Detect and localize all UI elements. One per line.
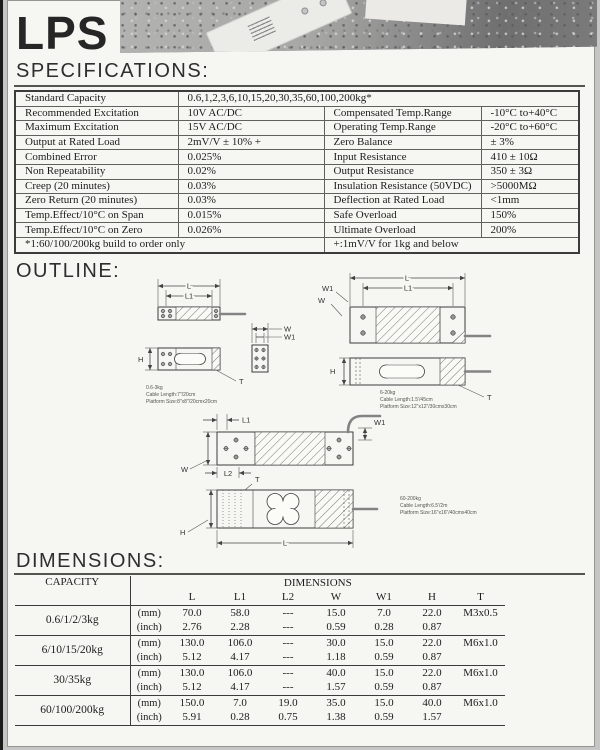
scan-edge-strip	[0, 0, 3, 750]
dim-label-t: T	[487, 393, 492, 402]
table-cell: 22.0	[408, 666, 456, 681]
table-cell: 10V AC/DC	[178, 106, 324, 121]
drawing-caption-platform: Platform Size:8"x8"/20cmx20cm	[146, 399, 218, 405]
table-cell	[456, 621, 505, 636]
dim-label-w: W	[318, 296, 326, 305]
table-cell: 35.0	[312, 696, 360, 711]
table-cell: ---	[264, 606, 312, 621]
table-cell: 22.0	[408, 606, 456, 621]
dim-label-w1: W1	[322, 284, 334, 293]
table-cell: 2.76	[182, 621, 202, 634]
product-photo	[120, 0, 597, 53]
specifications-table-body	[15, 91, 579, 253]
table-cell: M6x1.0	[456, 696, 505, 711]
table-cell: >5000MΩ	[481, 179, 579, 194]
table-cell: *1:60/100/200kg build to order only	[15, 237, 324, 252]
table-row	[15, 636, 505, 651]
drawing-caption-range: 60-200kg	[400, 496, 421, 502]
table-row	[15, 121, 579, 136]
drawing-caption-cable: Cable Length:1.5'/45cm	[380, 397, 433, 403]
table-cell: Ultimate Overload	[324, 223, 481, 238]
table-cell: 0.025%	[178, 150, 324, 165]
table-cell: Combined Error	[15, 150, 178, 165]
specifications-table	[14, 90, 580, 254]
table-cell: 150.0	[168, 696, 216, 711]
table-cell: 30.0	[312, 636, 360, 651]
table-cell: 6/10/15/20kg	[15, 636, 130, 666]
table-row	[15, 237, 579, 252]
table-cell: 0.6,1,2,3,6,10,15,20,30,35,60,100,200kg*	[178, 91, 579, 106]
table-cell: (mm)	[130, 636, 168, 651]
table-cell	[456, 651, 505, 666]
table-cell: Output at Rated Load	[15, 135, 178, 150]
specifications-underline	[14, 85, 585, 87]
screw-dot	[318, 0, 327, 7]
table-cell: 15.0	[360, 666, 408, 681]
table-cell: 15.0	[360, 636, 408, 651]
table-cell: L	[188, 591, 196, 604]
table-cell: W1	[376, 591, 392, 604]
dim-label-t: T	[239, 377, 244, 386]
table-row	[15, 135, 579, 150]
table-cell: 0.03%	[178, 194, 324, 209]
table-cell: T	[477, 591, 484, 604]
drawing-caption-range: 0.6-3kg	[146, 385, 163, 391]
dimensions-table	[15, 576, 505, 726]
drawing-caption-cable: Cable Length:6.5'/2m	[400, 503, 448, 509]
photo-white-block	[365, 0, 467, 25]
table-row	[15, 106, 579, 121]
table-cell: Recommended Excitation	[15, 106, 178, 121]
table-cell: L2	[281, 591, 295, 604]
table-cell	[130, 591, 168, 606]
table-cell: 0.015%	[178, 208, 324, 223]
table-cell: 15.0	[312, 606, 360, 621]
table-cell: 150%	[481, 208, 579, 223]
table-cell: 60/100/200kg	[15, 696, 130, 726]
table-cell: L1	[233, 591, 247, 604]
dim-label-h: H	[138, 355, 144, 364]
dim-label-l1: L1	[242, 415, 251, 425]
table-cell: 7.0	[216, 696, 264, 711]
table-cell: Input Resistance	[324, 150, 481, 165]
table-cell: 350 ± 3Ω	[481, 164, 579, 179]
drawing-caption-platform: Platform Size:12"x12"/30cmx30cm	[380, 404, 457, 410]
table-cell: W	[330, 591, 342, 604]
table-cell: 0.28	[230, 711, 250, 724]
table-cell: 1.57	[326, 681, 346, 694]
dimensions-underline	[14, 573, 585, 575]
table-cell: (inch)	[136, 712, 162, 724]
table-cell: Safe Overload	[324, 208, 481, 223]
table-cell: 7.0	[360, 606, 408, 621]
table-cell: 0.87	[422, 621, 442, 634]
specifications-heading: SPECIFICATIONS:	[16, 60, 210, 82]
table-cell: 40.0	[312, 666, 360, 681]
table-cell: (inch)	[136, 622, 162, 634]
table-cell: 4.17	[230, 681, 250, 694]
table-cell: ---	[264, 636, 312, 651]
table-cell: Creep (20 minutes)	[15, 179, 178, 194]
dim-label-l: L	[282, 538, 288, 548]
table-cell: 1.18	[326, 651, 346, 664]
table-cell: 0.03%	[178, 179, 324, 194]
table-row	[15, 164, 579, 179]
table-cell: 15.0	[360, 696, 408, 711]
table-cell: 106.0	[216, 636, 264, 651]
drawing-caption-cable: Cable Length:7"/20cm	[146, 392, 196, 398]
dimensions-heading: DIMENSIONS:	[16, 550, 165, 572]
table-cell: Insulation Resistance (50VDC)	[324, 179, 481, 194]
table-cell: ---	[264, 666, 312, 681]
dim-label-l1: L1	[184, 291, 194, 301]
table-cell: H	[428, 591, 436, 604]
table-cell: -20°C to+60°C	[481, 121, 579, 136]
table-cell: 40.0	[408, 696, 456, 711]
table-cell: -10°C to+40°C	[481, 106, 579, 121]
table-cell: 130.0	[168, 666, 216, 681]
load-cell-label-marks	[248, 16, 277, 41]
table-cell: 4.17	[230, 651, 250, 664]
outline-drawing-mid-capacity	[318, 273, 492, 410]
table-cell: 0.6/1/2/3kg	[15, 606, 130, 636]
table-row	[15, 223, 579, 238]
table-cell: 0.59	[374, 651, 394, 664]
outline-drawing-small-capacity	[138, 279, 295, 405]
table-cell: 0.026%	[178, 223, 324, 238]
table-cell: 0.75	[278, 711, 298, 724]
table-row	[15, 696, 505, 711]
table-cell: DIMENSIONS	[283, 576, 352, 589]
table-cell: Standard Capacity	[15, 91, 178, 106]
table-cell: 70.0	[168, 606, 216, 621]
table-cell: Deflection at Rated Load	[324, 194, 481, 209]
dim-label-l: L	[404, 273, 410, 283]
table-row	[15, 91, 579, 106]
table-cell: 0.59	[326, 621, 346, 634]
table-cell: (inch)	[136, 682, 162, 694]
table-cell: 19.0	[264, 696, 312, 711]
table-cell: 0.87	[422, 651, 442, 664]
table-cell: 30/35kg	[15, 666, 130, 696]
dim-label-w: W	[181, 465, 189, 474]
table-cell: 15V AC/DC	[178, 121, 324, 136]
table-cell: 0.02%	[178, 164, 324, 179]
table-cell: Zero Balance	[324, 135, 481, 150]
table-cell: ---	[282, 651, 294, 664]
table-cell: 130.0	[168, 636, 216, 651]
table-cell: 0.28	[374, 621, 394, 634]
table-cell: 1.38	[326, 711, 346, 724]
table-cell: ---	[282, 681, 294, 694]
table-cell: (mm)	[130, 666, 168, 681]
dim-label-h: H	[330, 367, 336, 376]
table-cell: CAPACITY	[15, 576, 130, 606]
dim-label-w1: W1	[374, 418, 386, 427]
table-cell: Operating Temp.Range	[324, 121, 481, 136]
table-cell: Output Resistance	[324, 164, 481, 179]
table-cell: 5.12	[182, 681, 202, 694]
table-cell: M6x1.0	[456, 636, 505, 651]
dim-label-h: H	[180, 528, 186, 537]
drawing-caption-platform: Platform Size:16"x16"/40cmx40cm	[400, 510, 477, 516]
load-cell-photo	[206, 0, 353, 53]
table-cell	[456, 711, 505, 726]
table-cell: Compensated Temp.Range	[324, 106, 481, 121]
table-row	[15, 666, 505, 681]
table-cell: Zero Return (20 minutes)	[15, 194, 178, 209]
drawing-caption-range: 6-20kg	[380, 390, 396, 396]
table-cell: Non Repeatability	[15, 164, 178, 179]
screw-dot	[300, 6, 309, 15]
table-cell: Maximum Excitation	[15, 121, 178, 136]
outline-heading: OUTLINE:	[16, 260, 121, 282]
table-row	[15, 576, 505, 591]
table-cell: ± 3%	[481, 135, 579, 150]
table-cell: +:1mV/V for 1kg and below	[324, 237, 579, 252]
table-row	[15, 179, 579, 194]
dimensions-table-body	[15, 576, 505, 726]
table-row	[15, 606, 505, 621]
table-cell: ---	[282, 621, 294, 634]
dim-label-t: T	[255, 475, 260, 484]
table-cell: (inch)	[136, 652, 162, 664]
table-cell: 22.0	[408, 636, 456, 651]
table-cell	[456, 681, 505, 696]
table-cell: 0.59	[374, 681, 394, 694]
table-cell: Temp.Effect/10°C on Zero	[15, 223, 178, 238]
product-model-title: LPS	[16, 7, 109, 59]
table-cell: <1mm	[481, 194, 579, 209]
dim-label-l: L	[186, 281, 192, 291]
table-row	[15, 150, 579, 165]
table-cell: 0.59	[374, 711, 394, 724]
table-cell: 410 ± 10Ω	[481, 150, 579, 165]
outline-drawing-large-capacity	[180, 414, 477, 548]
dim-label-l2: L2	[223, 469, 233, 478]
table-cell: 2.28	[230, 621, 250, 634]
outline-drawings	[118, 270, 590, 570]
table-cell: M3x0.5	[456, 606, 505, 621]
dim-label-l1: L1	[403, 283, 413, 293]
table-cell: 1.57	[422, 711, 442, 724]
table-cell: (mm)	[130, 696, 168, 711]
table-cell: 0.87	[422, 681, 442, 694]
table-cell: 5.91	[182, 711, 202, 724]
table-cell: M6x1.0	[456, 666, 505, 681]
table-cell: 5.12	[182, 651, 202, 664]
table-cell: 2mV/V ± 10% +	[178, 135, 324, 150]
dim-label-w: W	[284, 324, 292, 334]
table-cell: 106.0	[216, 666, 264, 681]
table-cell: Temp.Effect/10°C on Span	[15, 208, 178, 223]
table-cell: (mm)	[130, 606, 168, 621]
table-row	[15, 208, 579, 223]
table-cell: 200%	[481, 223, 579, 238]
dim-label-w1: W1	[284, 332, 296, 342]
table-row	[15, 194, 579, 209]
table-cell: 58.0	[216, 606, 264, 621]
